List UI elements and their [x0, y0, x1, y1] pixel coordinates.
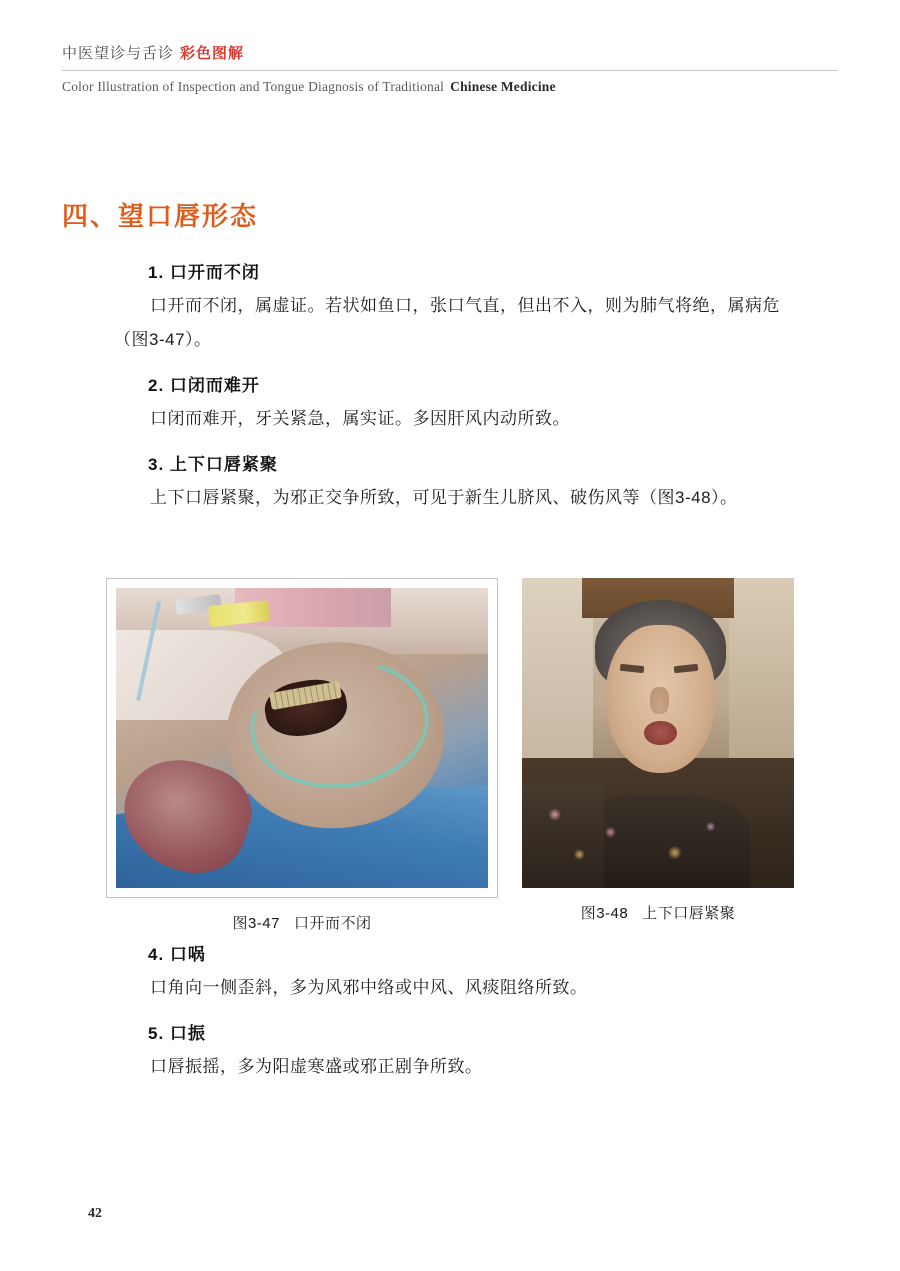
figure-3-48-caption-text: 上下口唇紧聚 [642, 905, 736, 922]
figure-3-47-frame [106, 578, 498, 898]
figure-3-47 [106, 578, 498, 933]
subsection-paragraph-4: 口角向一侧歪斜，多为风邪中络或中风、风痰阻络所致。 [150, 978, 588, 997]
subsection-heading-4: 4. 口㖞 [148, 945, 206, 964]
figure-3-47-number: 图3-47 [232, 915, 280, 932]
running-head-chinese [62, 42, 838, 63]
figure-3-48-frame [522, 578, 794, 888]
figure-3-48-number: 图3-48 [580, 905, 629, 922]
running-head-english-main: Color Illustration of Inspection and Tongue Diagnosis of Traditional [62, 79, 445, 94]
subsection-paragraph-1: 口开而不闭，属虚证。若状如鱼口，张口气直，但出不入，则为肺气将绝，属病危（图3-47）。 [114, 296, 780, 349]
figure-3-48 [522, 578, 794, 923]
page-number: 42 [88, 1206, 102, 1221]
subsection-heading-3: 3. 上下口唇紧聚 [148, 455, 278, 474]
section-title: 四、望口唇形态 [62, 201, 259, 231]
running-head-chinese-main: 中医望诊与舌诊 [62, 45, 175, 62]
running-head [62, 42, 838, 95]
running-head-chinese-accent: 彩色图解 [180, 45, 245, 62]
running-head-english [62, 79, 838, 95]
figure-3-47-caption [106, 912, 498, 933]
article-body [110, 258, 810, 527]
figure-3-48-image [522, 578, 794, 888]
subsection-paragraph-2: 口闭而难开，牙关紧急，属实证。多因肝风内动所致。 [150, 409, 570, 428]
subsection-paragraph-3: 上下口唇紧聚，为邪正交争所致，可见于新生儿脐风、破伤风等（图3-48）。 [150, 488, 738, 507]
article-body-continued [110, 940, 810, 1098]
figure-3-47-image [116, 588, 488, 888]
figure-3-48-caption [522, 902, 794, 923]
subsection-heading-1: 1. 口开而不闭 [148, 263, 260, 282]
header-divider [62, 70, 838, 71]
subsection-paragraph-5: 口唇振摇，多为阳虚寒盛或邪正剧争所致。 [150, 1057, 483, 1076]
subsection-heading-2: 2. 口闭而难开 [148, 376, 260, 395]
figure-3-47-caption-text: 口开而不闭 [294, 915, 372, 932]
figure-group [106, 578, 806, 933]
running-head-english-bold: Chinese Medicine [450, 79, 556, 94]
subsection-heading-5: 5. 口振 [148, 1024, 206, 1043]
